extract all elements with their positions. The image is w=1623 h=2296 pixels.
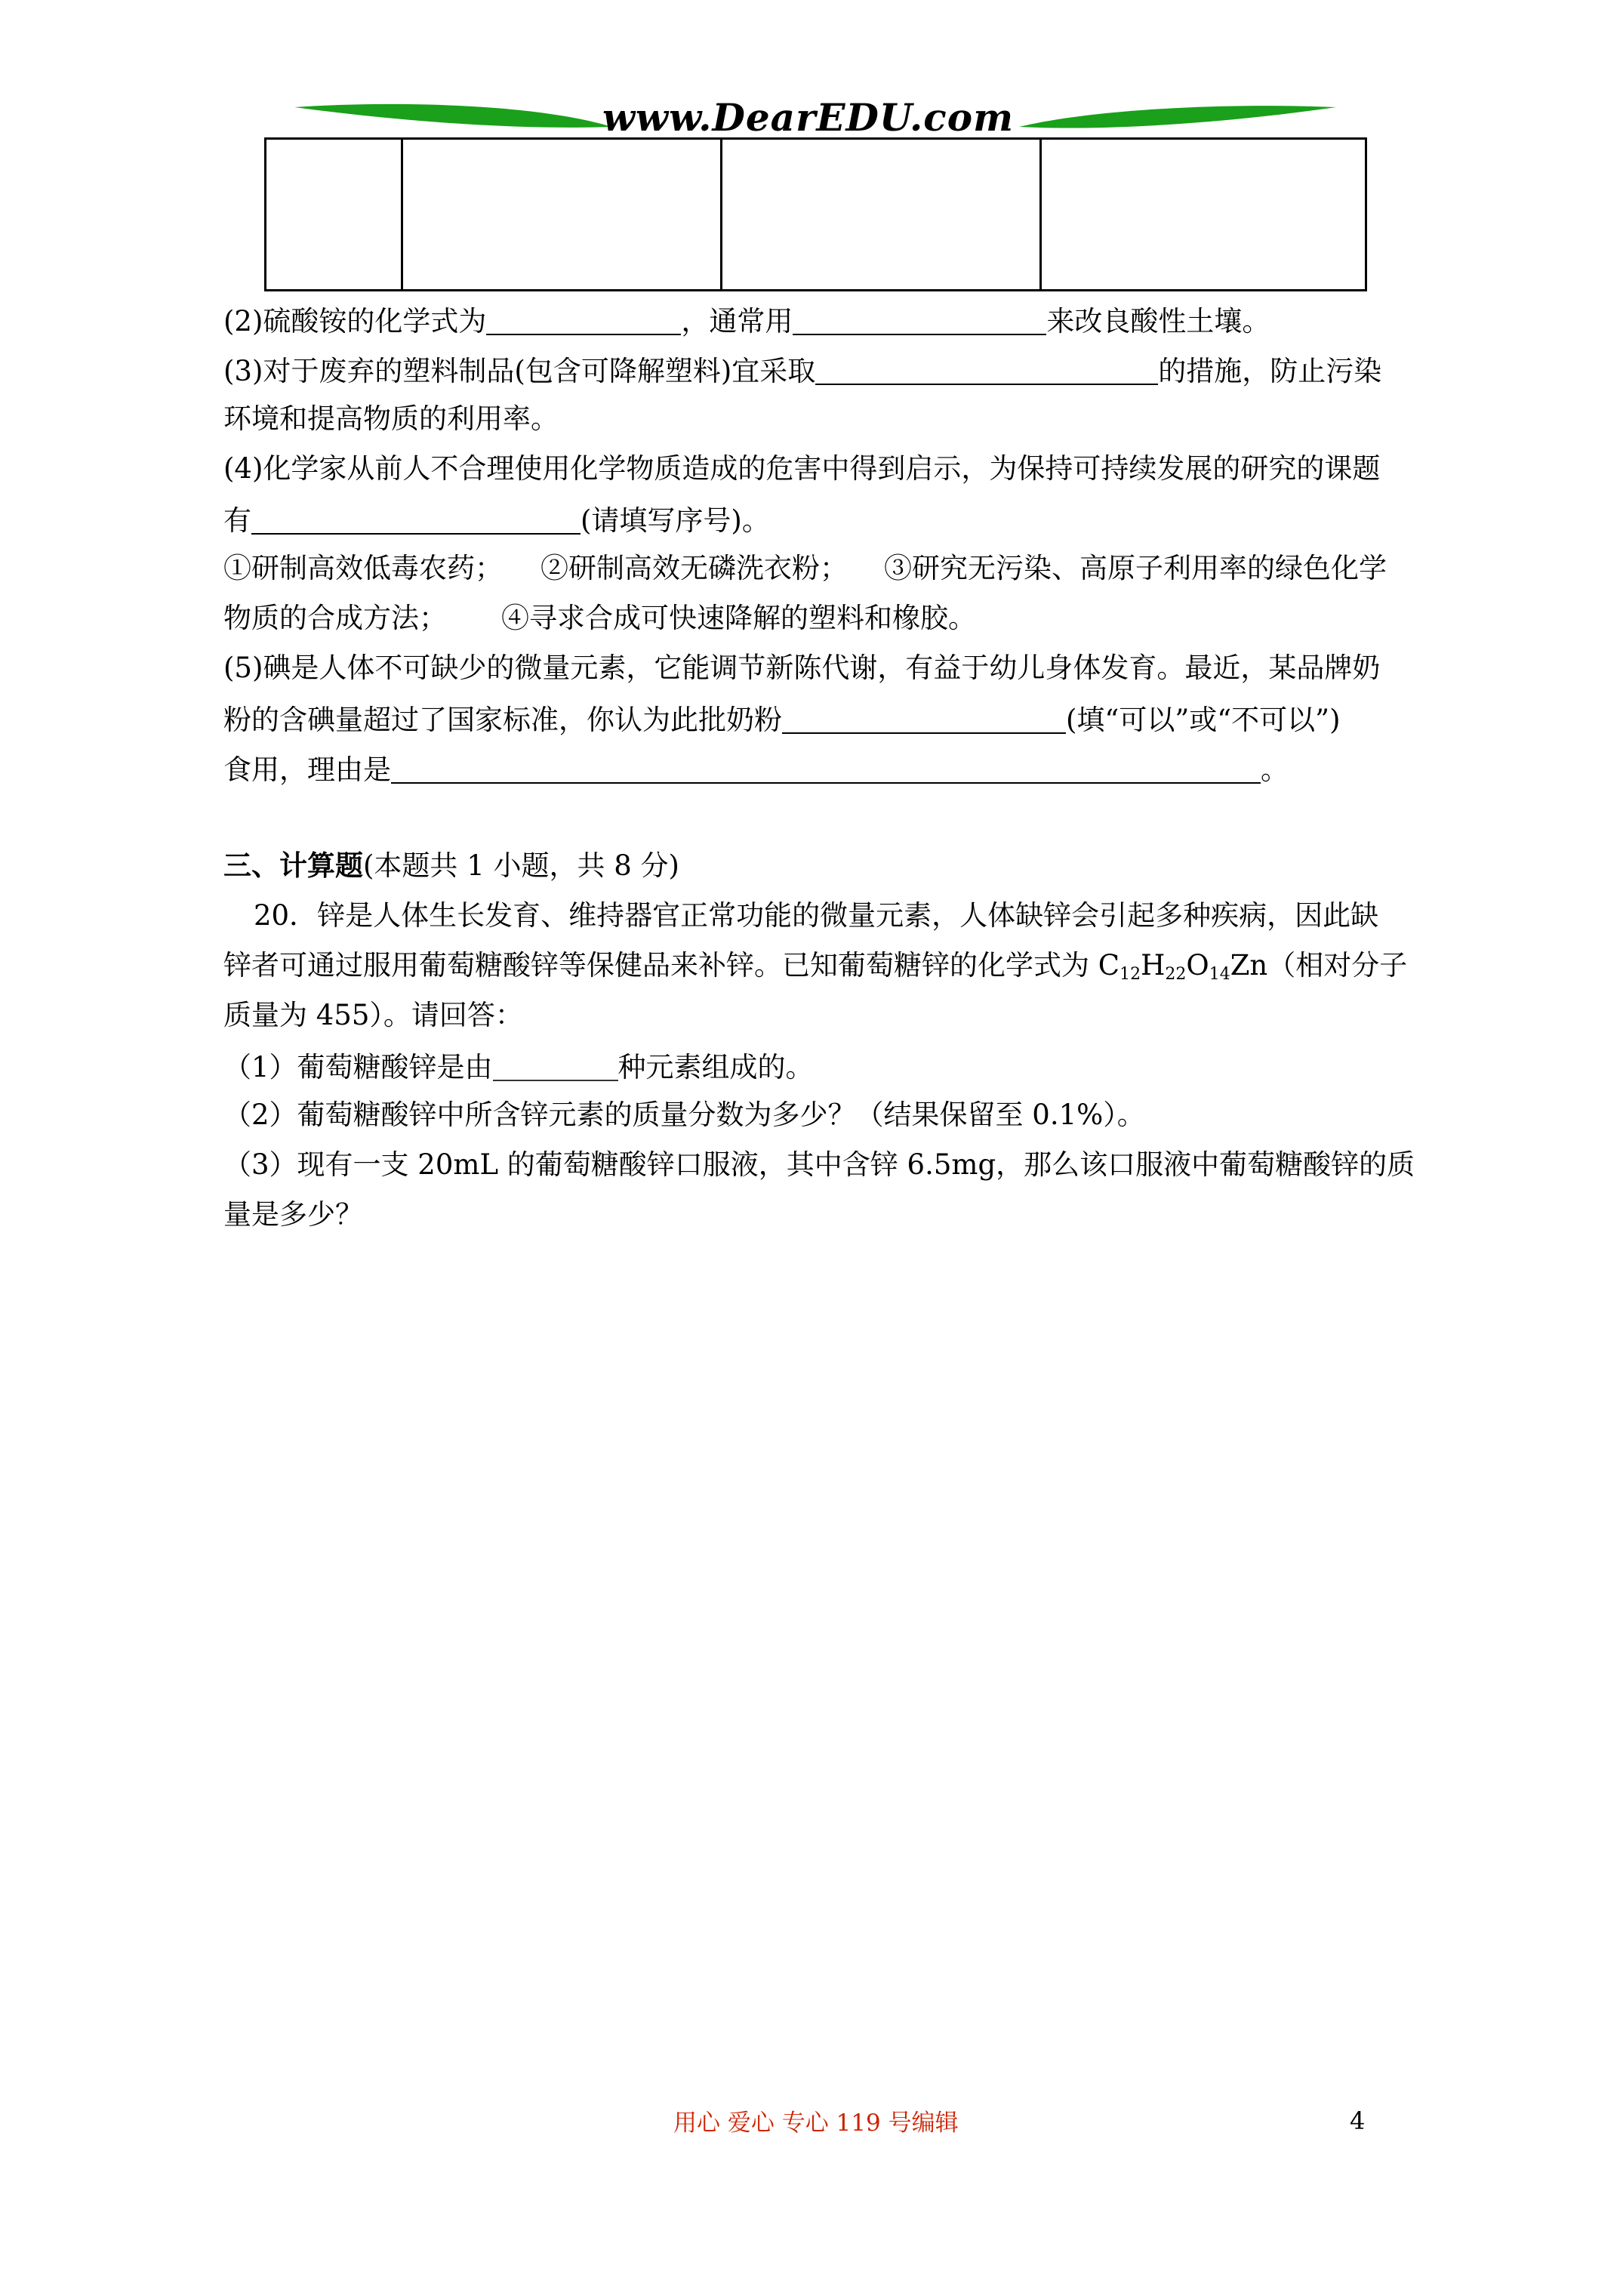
q20-intro-line2 <box>223 951 1407 983</box>
chemical-formula: $C_{12}H_{22}O_{14}Zn$ <box>1098 949 1268 984</box>
option-3: ③研究无污染、高原子利用率的绿色化学 <box>884 552 1387 584</box>
q20-sub1-text: 种元素组成的。 <box>617 1051 814 1083</box>
q19-part4-cont <box>223 504 770 535</box>
q19-part3-cont: 环境和提高物质的利用率。 <box>223 402 559 435</box>
q19-part5-cont <box>223 704 1341 734</box>
q19-part2-text: ，通常用 <box>681 305 793 337</box>
option-1: ①研制高效低毒农药； <box>223 552 503 584</box>
q20-intro-text: 锌者可通过服用葡萄糖酸锌等保健品来补锌。已知葡萄糖锌的化学式为 <box>223 949 1098 982</box>
section-info: (本题共 1 小题，共 8 分) <box>363 849 679 882</box>
table-cell <box>1041 139 1366 291</box>
q19-part2-text: (2)硫酸铵的化学式为 <box>223 305 487 337</box>
table-cell <box>266 139 402 291</box>
q19-options-row2 <box>223 604 976 632</box>
option-2: ②研制高效无磷洗衣粉； <box>540 552 848 584</box>
answer-blank[interactable] <box>793 305 1046 335</box>
footer-text: 用心 爱心 专心 119 号编辑 <box>673 2110 959 2137</box>
q20-intro-text: （相对分子 <box>1267 949 1408 982</box>
q19-options-row1 <box>223 554 1387 582</box>
answer-blank[interactable] <box>782 704 1066 734</box>
option-3-cont: 物质的合成方法； <box>223 602 447 634</box>
q20-intro-line1: 20．锌是人体生长发育、维持器官正常功能的微量元素，人体缺锌会引起多种疾病，因此缺 <box>254 899 1379 932</box>
table-cell <box>402 139 722 291</box>
q20-sub3-cont: 量是多少？ <box>223 1198 363 1231</box>
q19-part5-text: 。 <box>1261 754 1289 786</box>
option-4: ④寻求合成可快速降解的塑料和橡胶。 <box>501 602 976 634</box>
q19-part5-text: 粉的含碘量超过了国家标准，你认为此批奶粉 <box>223 704 782 736</box>
q19-part4-text: 有 <box>223 504 251 537</box>
q19-part3 <box>223 355 1381 385</box>
q19-part2-text: 来改良酸性土壤。 <box>1046 305 1270 337</box>
q19-part5: (5)碘是人体不可缺少的微量元素，它能调节新陈代谢，有益于幼儿身体发育。最近，某品牌奶 <box>223 652 1381 684</box>
q19-part5-reason <box>223 754 1289 784</box>
answer-blank[interactable] <box>493 1051 618 1081</box>
page-number: 4 <box>1350 2106 1366 2135</box>
q19-part5-text: (填“可以”或“不可以”) <box>1066 704 1341 736</box>
answer-table <box>264 137 1367 291</box>
logo-text: www.DearEDU.com <box>602 95 1015 140</box>
section-title: 三、计算题 <box>223 849 363 882</box>
q20-sub2: （2）葡萄糖酸锌中所含锌元素的质量分数为多少？（结果保留至 0.1%）。 <box>223 1099 1145 1131</box>
q19-part4-text: (请填写序号)。 <box>581 504 770 537</box>
q19-part2 <box>223 305 1270 335</box>
q20-sub3: （3）现有一支 20mL 的葡萄糖酸锌口服液，其中含锌 6.5mg，那么该口服液中葡萄糖酸锌的质 <box>223 1148 1415 1181</box>
q20-sub1-text: （1）葡萄糖酸锌是由 <box>223 1051 493 1083</box>
section-heading <box>223 849 679 882</box>
q20-sub1 <box>223 1051 814 1081</box>
table-cell <box>722 139 1041 291</box>
answer-blank[interactable] <box>815 355 1158 385</box>
answer-blank[interactable] <box>391 754 1261 784</box>
answer-blank[interactable] <box>251 504 581 535</box>
q19-part4: (4)化学家从前人不合理使用化学物质造成的危害中得到启示，为保持可持续发展的研究的课题 <box>223 452 1381 485</box>
q19-part5-text: 食用，理由是 <box>223 754 391 786</box>
q19-part3-text: (3)对于废弃的塑料制品(包含可降解塑料)宜采取 <box>223 355 816 387</box>
table-row <box>266 139 1366 291</box>
answer-blank[interactable] <box>486 305 681 335</box>
q19-part3-text: 的措施，防止污染 <box>1158 355 1382 387</box>
q20-intro-line3: 质量为 455）。请回答： <box>223 999 523 1031</box>
